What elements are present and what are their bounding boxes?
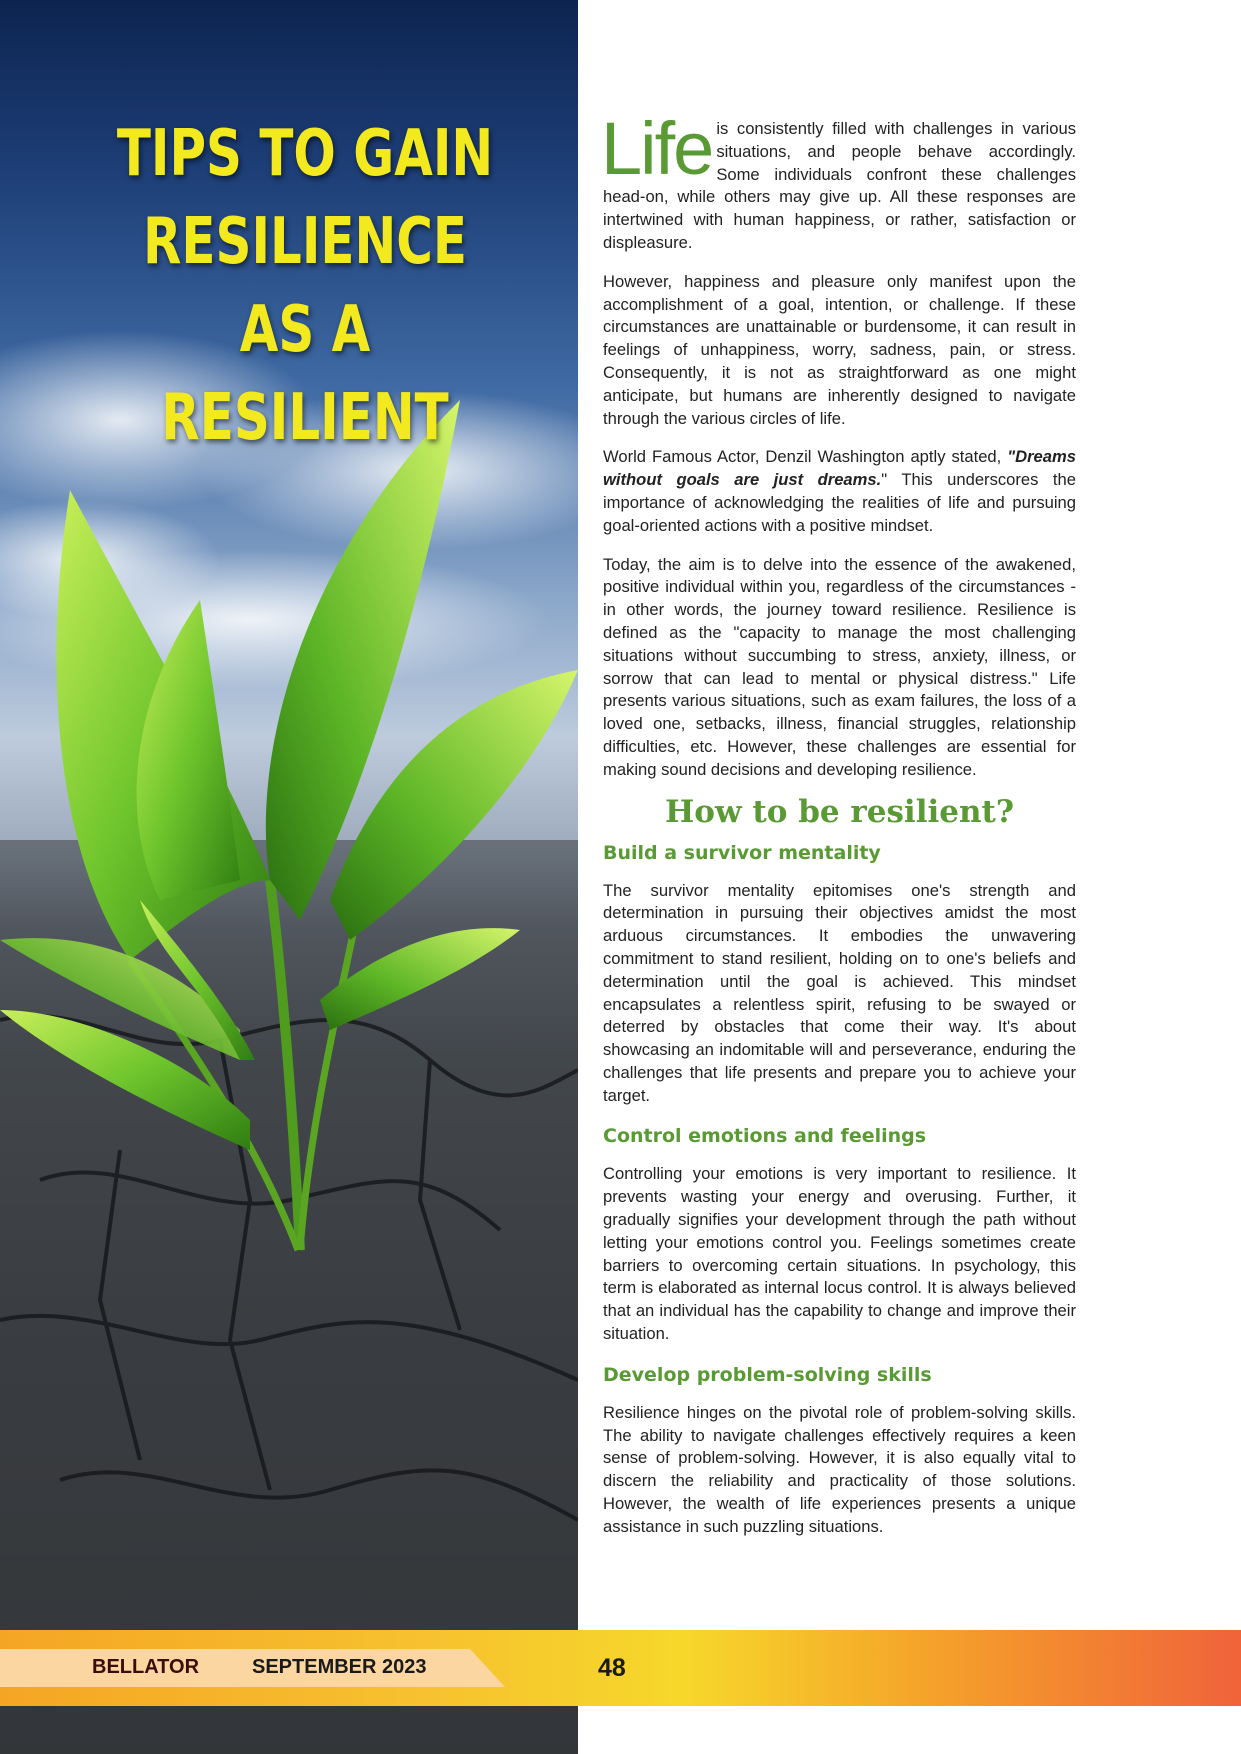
issue-date: SEPTEMBER 2023	[252, 1656, 427, 1678]
intro-text: is consistently filled with challenges in various situations, and people behave accordingly. Some individuals confront these challenges head-on, while others may give up. All these responses are intertwined with human happiness, or rather, satisfaction or displeasure.	[603, 119, 1076, 252]
tip-heading: Develop problem-solving skills	[603, 1363, 932, 1386]
quote-lead: World Famous Actor, Denzil Washington aptly stated,	[603, 447, 1008, 467]
page-number: 48	[598, 1654, 626, 1682]
cover-photo	[0, 0, 578, 1754]
publication-name: BELLATOR	[92, 1656, 200, 1678]
article-body	[601, 107, 1076, 1555]
tip-text: Controlling your emotions is very important to resilience. It prevents wasting your energy and overusing. Further, it gradually signifies your development through the path without letting your emotions control you. Feelings sometimes create barriers to overcoming certain situations. In psychology, this term is elaborated as internal locus control. It is always believed that an individual has the capability to change and improve their situation.	[603, 1164, 1076, 1344]
quote-paragraph	[603, 446, 1076, 537]
article-headline: TIPS TO GAIN RESILIENCE AS A RESILIENT	[116, 117, 494, 455]
tip-text: The survivor mentality epitomises one's strength and determination in pursuing their objectives amidst the most arduous circumstances. It embodies the unwavering commitment to stand resilient, holding on to one's beliefs and determination until the goal is achieved. This mindset encapsulates a relentless spirit, refusing to be swayed or deterred by obstacles that come their way. It's about showcasing an indomitable will and perseverance, enduring the challenges that life presents and prepare you to achieve your target.	[603, 880, 1076, 1105]
tip-heading: Control emotions and feelings	[603, 1125, 927, 1148]
pull-quote: "Dreams without goals are just dreams.	[603, 447, 1076, 490]
tip-text: Resilience hinges on the pivotal role of problem-solving skills. The ability to navigate challenges effectively requires a keen sense of problem-solving. However, it is also equally vital to discern the reliability and practicality of those solutions. However, the wealth of life experiences presents a unique assistance in such puzzling situations.	[603, 1402, 1076, 1536]
drop-cap: Life	[601, 107, 713, 190]
paragraph: However, happiness and pleasure only manifest upon the accomplishment of a goal, intention, or challenge. If these circumstances are unattainable or burdensome, it can result in feelings of unhappiness, worry, sadness, pain, or stress. Consequently, it is not as straightforward as one might anticipate, but humans are inherently designed to navigate through the various circles of life.	[603, 271, 1076, 428]
section-heading: How to be resilient?	[664, 793, 1014, 830]
paragraph: Today, the aim is to delve into the essence of the awakened, positive individual within you, regardless of the circumstances - in other words, the journey toward resilience. Resilience is defined as the "capacity to manage the most challenging situations without succumbing to stress, anxiety, illness, or sorrow that can lead to mental or physical distress." Life presents various situations, such as exam failures, the loss of a loved one, setbacks, illness, financial struggles, relationship difficulties, etc. However, these challenges are essential for making sound decisions and developing resilience.	[603, 554, 1076, 779]
quote-rest: " This underscores the importance of acknowledging the realities of life and pursuing goal-oriented actions with a positive mindset.	[603, 470, 1076, 535]
intro-paragraph	[601, 107, 1076, 255]
tip-heading: Build a survivor mentality	[603, 841, 881, 864]
